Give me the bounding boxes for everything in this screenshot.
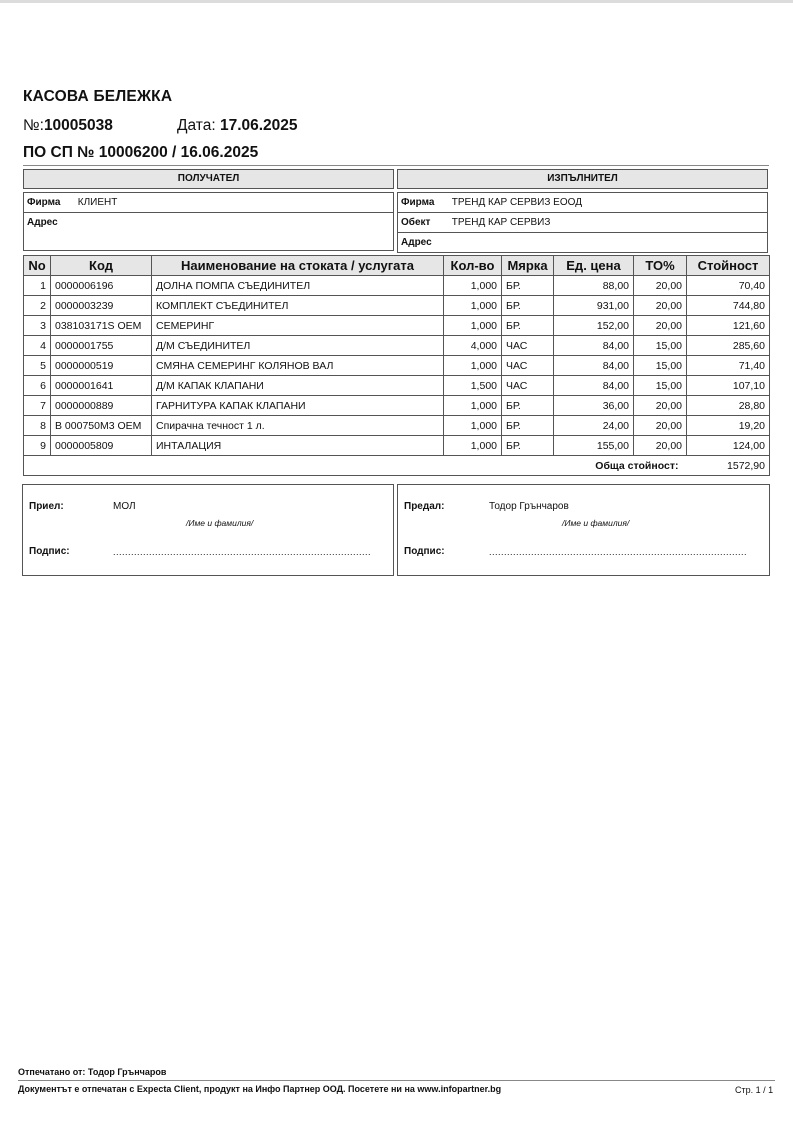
table-row bbox=[24, 336, 770, 356]
row-unit-price: 155,00 bbox=[554, 436, 634, 456]
executor-address-row bbox=[398, 233, 767, 252]
row-unit: БР. bbox=[502, 436, 554, 456]
col-header-code: Код bbox=[51, 256, 152, 276]
table-row bbox=[24, 316, 770, 336]
row-vat: 15,00 bbox=[634, 336, 687, 356]
row-value: 124,00 bbox=[687, 436, 770, 456]
row-name: Спирачна течност 1 л. bbox=[152, 416, 444, 436]
row-code: 0000001755 bbox=[51, 336, 152, 356]
delivered-sign-label: Подпис: bbox=[404, 546, 445, 557]
row-unit: ЧАС bbox=[502, 356, 554, 376]
row-unit-price: 84,00 bbox=[554, 376, 634, 396]
row-vat: 20,00 bbox=[634, 436, 687, 456]
received-label: Приел: bbox=[29, 501, 64, 512]
row-unit: БР. bbox=[502, 396, 554, 416]
row-code: В 000750М3 OEM bbox=[51, 416, 152, 436]
row-no: 4 bbox=[24, 336, 51, 356]
executor-section bbox=[397, 169, 768, 253]
row-qty: 1,000 bbox=[444, 436, 502, 456]
row-unit-price: 88,00 bbox=[554, 276, 634, 296]
row-unit-price: 152,00 bbox=[554, 316, 634, 336]
row-name: СМЯНА СЕМЕРИНГ КОЛЯНОВ ВАЛ bbox=[152, 356, 444, 376]
row-value: 70,40 bbox=[687, 276, 770, 296]
delivered-sign-line: ...................................................................................... bbox=[489, 547, 748, 557]
row-unit-price: 36,00 bbox=[554, 396, 634, 416]
row-value: 28,80 bbox=[687, 396, 770, 416]
recipient-firm: КЛИЕНТ bbox=[77, 197, 118, 208]
row-vat: 20,00 bbox=[634, 316, 687, 336]
received-sign-label: Подпис: bbox=[29, 546, 70, 557]
row-value: 19,20 bbox=[687, 416, 770, 436]
row-name: ИНТАЛАЦИЯ bbox=[152, 436, 444, 456]
date-group bbox=[177, 117, 298, 135]
row-unit: БР. bbox=[502, 416, 554, 436]
row-value: 744,80 bbox=[687, 296, 770, 316]
row-no: 9 bbox=[24, 436, 51, 456]
row-value: 107,10 bbox=[687, 376, 770, 396]
table-row bbox=[24, 276, 770, 296]
row-code: 0000005809 bbox=[51, 436, 152, 456]
number-prefix: №: bbox=[23, 117, 44, 134]
row-unit: ЧАС bbox=[502, 336, 554, 356]
executor-object-label: Обект bbox=[401, 217, 431, 228]
row-code: 0000006196 bbox=[51, 276, 152, 296]
row-unit-price: 931,00 bbox=[554, 296, 634, 316]
table-row bbox=[24, 396, 770, 416]
table-row bbox=[24, 296, 770, 316]
executor-object: ТРЕНД КАР СЕРВИЗ bbox=[451, 217, 551, 228]
row-unit: ЧАС bbox=[502, 376, 554, 396]
receipt-date: 17.06.2025 bbox=[219, 117, 298, 134]
total-label: Обща стойност: bbox=[24, 456, 687, 476]
receipt-number: 10005038 bbox=[43, 117, 113, 134]
row-value: 71,40 bbox=[687, 356, 770, 376]
row-code: 0000001641 bbox=[51, 376, 152, 396]
col-header-unit-price: Ед. цена bbox=[554, 256, 634, 276]
table-header-row bbox=[24, 256, 770, 276]
row-unit: БР. bbox=[502, 316, 554, 336]
row-unit-price: 84,00 bbox=[554, 336, 634, 356]
executor-firm-label: Фирма bbox=[401, 197, 435, 208]
recipient-firm-label: Фирма bbox=[27, 197, 61, 208]
row-no: 7 bbox=[24, 396, 51, 416]
row-vat: 20,00 bbox=[634, 276, 687, 296]
delivered-signature-box bbox=[397, 484, 770, 576]
executor-header: ИЗПЪЛНИТЕЛ bbox=[397, 169, 768, 189]
po-reference: ПО СП № 10006200 / 16.06.2025 bbox=[23, 144, 259, 161]
executor-firm-row bbox=[398, 193, 767, 213]
row-value: 285,60 bbox=[687, 336, 770, 356]
table-row bbox=[24, 436, 770, 456]
col-header-no: No bbox=[24, 256, 51, 276]
row-no: 8 bbox=[24, 416, 51, 436]
executor-box bbox=[397, 192, 768, 253]
row-code: 038103171S OEM bbox=[51, 316, 152, 336]
page-indicator: Стр. 1 / 1 bbox=[735, 1085, 774, 1095]
executor-object-row bbox=[398, 213, 767, 233]
received-name: МОЛ bbox=[113, 501, 136, 512]
document-title: КАСОВА БЕЛЕЖКА bbox=[23, 88, 173, 105]
recipient-box bbox=[23, 192, 394, 251]
row-qty: 1,000 bbox=[444, 396, 502, 416]
table-row bbox=[24, 416, 770, 436]
recipient-address-row bbox=[24, 213, 393, 250]
received-signature-box bbox=[22, 484, 394, 576]
row-vat: 15,00 bbox=[634, 356, 687, 376]
row-name: СЕМЕРИНГ bbox=[152, 316, 444, 336]
executor-firm: ТРЕНД КАР СЕРВИЗ ЕООД bbox=[451, 197, 582, 208]
col-header-vat: ТО% bbox=[634, 256, 687, 276]
recipient-firm-row bbox=[24, 193, 393, 213]
delivered-name: Тодор Грънчаров bbox=[489, 501, 569, 512]
row-name: Д/М КАПАК КЛАПАНИ bbox=[152, 376, 444, 396]
row-code: 0000000519 bbox=[51, 356, 152, 376]
row-qty: 1,000 bbox=[444, 296, 502, 316]
row-unit: БР. bbox=[502, 276, 554, 296]
recipient-header: ПОЛУЧАТЕЛ bbox=[23, 169, 394, 189]
row-no: 1 bbox=[24, 276, 51, 296]
row-value: 121,60 bbox=[687, 316, 770, 336]
receipt-number-line bbox=[23, 117, 298, 135]
row-unit: БР. bbox=[502, 296, 554, 316]
row-qty: 1,000 bbox=[444, 356, 502, 376]
row-vat: 15,00 bbox=[634, 376, 687, 396]
date-label: Дата: bbox=[177, 117, 216, 134]
row-unit-price: 24,00 bbox=[554, 416, 634, 436]
delivered-name-hint: /Име и фамилия/ bbox=[562, 518, 630, 528]
col-header-unit: Мярка bbox=[502, 256, 554, 276]
row-vat: 20,00 bbox=[634, 416, 687, 436]
col-header-value: Стойност bbox=[687, 256, 770, 276]
row-vat: 20,00 bbox=[634, 396, 687, 416]
printed-by: Отпечатано от: Тодор Грънчаров bbox=[18, 1067, 167, 1077]
table-row bbox=[24, 356, 770, 376]
row-no: 6 bbox=[24, 376, 51, 396]
table-row bbox=[24, 376, 770, 396]
received-sign-line: ...................................................................................... bbox=[113, 547, 372, 557]
row-name: ДОЛНА ПОМПА СЪЕДИНИТЕЛ bbox=[152, 276, 444, 296]
total-value: 1572,90 bbox=[687, 456, 770, 476]
row-no: 2 bbox=[24, 296, 51, 316]
row-name: ГАРНИТУРА КАПАК КЛАПАНИ bbox=[152, 396, 444, 416]
top-border bbox=[0, 0, 793, 3]
received-name-hint: /Име и фамилия/ bbox=[186, 518, 254, 528]
recipient-address-label: Адрес bbox=[27, 217, 58, 228]
row-qty: 1,000 bbox=[444, 416, 502, 436]
row-code: 0000003239 bbox=[51, 296, 152, 316]
col-header-qty: Кол-во bbox=[444, 256, 502, 276]
row-code: 0000000889 bbox=[51, 396, 152, 416]
executor-address-label: Адрес bbox=[401, 237, 432, 248]
row-name: КОМПЛЕКТ СЪЕДИНИТЕЛ bbox=[152, 296, 444, 316]
row-name: Д/М СЪЕДИНИТЕЛ bbox=[152, 336, 444, 356]
row-vat: 20,00 bbox=[634, 296, 687, 316]
delivered-label: Предал: bbox=[404, 501, 445, 512]
row-no: 3 bbox=[24, 316, 51, 336]
footer-note: Документът е отпечатан с Expecta Client, продукт на Инфо Партнер ООД. Посетете ни на www.infopartner.bg bbox=[18, 1084, 502, 1094]
row-no: 5 bbox=[24, 356, 51, 376]
row-qty: 4,000 bbox=[444, 336, 502, 356]
row-qty: 1,000 bbox=[444, 276, 502, 296]
items-table bbox=[23, 255, 770, 476]
total-row bbox=[24, 456, 770, 476]
footer-separator bbox=[18, 1080, 775, 1081]
row-qty: 1,000 bbox=[444, 316, 502, 336]
header-separator bbox=[23, 165, 769, 166]
col-header-name: Наименование на стоката / услугата bbox=[152, 256, 444, 276]
row-qty: 1,500 bbox=[444, 376, 502, 396]
recipient-section bbox=[23, 169, 394, 251]
row-unit-price: 84,00 bbox=[554, 356, 634, 376]
